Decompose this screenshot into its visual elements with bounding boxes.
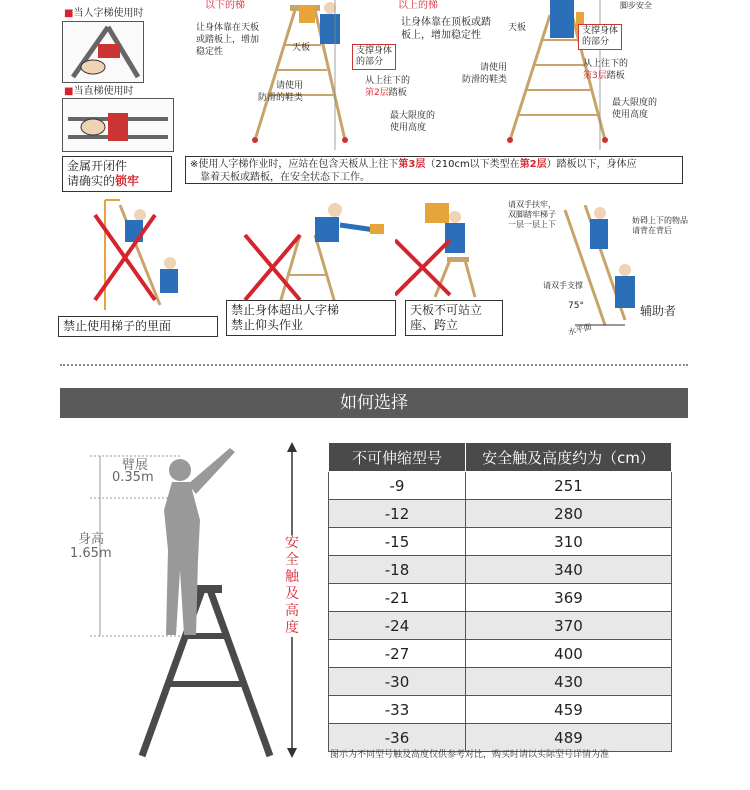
lean-note-left: 让身体靠在天板 或踏板上，增加 稳定性 xyxy=(196,23,260,57)
table-row: -21 369 xyxy=(329,584,672,612)
arm-span-label: 臂展 xyxy=(122,458,149,473)
col-model-header: 不可伸缩型号 xyxy=(329,443,466,472)
model-height-table xyxy=(328,442,672,752)
col-height-header: 安全触及高度约为（cm） xyxy=(466,443,672,472)
usage-notice: ※使用人字梯作业时，应站在包含天板从上往下第3层（210cm以下类型在第2层）踏板以下，身体应 靠着天板或踏板，在安全状态下工作。 xyxy=(185,156,683,184)
caption-right-ladder: 以上的梯 xyxy=(398,0,438,11)
safe-reach-label: 安全触及高度 xyxy=(282,535,302,637)
caption-far: 脚步安全 xyxy=(620,1,652,10)
arm-span-value: 0.35m xyxy=(112,470,154,485)
table-row: -30 430 xyxy=(329,668,672,696)
support-hands-note: 请双手支撑 xyxy=(543,281,583,290)
from-top-note-right: 从上往下的 第3层踏板 xyxy=(583,59,629,81)
table-row: -36 489 xyxy=(329,724,672,752)
warning-top-board: 天板不可站立 座、跨立 xyxy=(405,300,503,336)
lean-note-right: 让身体靠在顶板或踏 板上，增加稳定性 xyxy=(401,17,491,41)
table-row: -12 280 xyxy=(329,500,672,528)
straight-usage-label: ■当直梯使用时 xyxy=(64,86,134,97)
support-part-box-left: 支撑身体 的部分 xyxy=(352,44,396,70)
from-top-note-left: 从上往下的 第2层踏板 xyxy=(365,76,411,98)
shoes-note-right: 请使用 防滑的鞋类 xyxy=(462,63,508,85)
helper-label: 辅助者 xyxy=(640,304,677,318)
max-height-note-left: 最大限度的 使用高度 xyxy=(390,111,436,133)
top-stand-illustration xyxy=(395,195,505,300)
a-frame-usage-label: ■当人字梯使用时 xyxy=(64,8,144,19)
shoes-note-left: 请使用 防滑的鞋类 xyxy=(258,81,304,103)
climb-note: 请双手扶牢， 双脚踏牢梯子 一层一层上下 xyxy=(508,200,556,229)
max-height-note-right: 最大限度的 使用高度 xyxy=(612,98,658,120)
table-row: -15 310 xyxy=(329,528,672,556)
lock-notice-box: 金属开闭件 请确实的锁牢 xyxy=(62,156,172,192)
reference-note: 图示为不同型号触及高度仅供参考对比，购买时请以实际型号详情为准 xyxy=(330,750,610,760)
table-row: -9 251 xyxy=(329,472,672,500)
angle-label: 75° xyxy=(568,301,584,311)
overreach-illustration xyxy=(240,195,390,305)
carry-note: 妨碍上下的物品 请背在背后 xyxy=(632,216,688,235)
table-row: -27 400 xyxy=(329,640,672,668)
straight-hinge-image xyxy=(62,98,174,152)
caption-left-ladder: 以下的梯 xyxy=(205,0,245,11)
top-board-label-left: 天板 xyxy=(292,43,311,53)
body-height-label: 身高 xyxy=(78,532,105,547)
support-part-box-right: 支撑身体 的部分 xyxy=(578,24,622,50)
section-divider xyxy=(60,364,688,366)
table-row: -33 459 xyxy=(329,696,672,724)
section-title: 如何选择 xyxy=(60,388,688,418)
warning-back-side: 禁止使用梯子的里面 xyxy=(58,316,218,337)
table-row: -24 370 xyxy=(329,612,672,640)
table-row: -18 340 xyxy=(329,556,672,584)
warning-overreach: 禁止身体超出人字梯 禁止仰头作业 xyxy=(226,300,396,336)
a-frame-hinge-image xyxy=(62,21,144,83)
reach-height-figure xyxy=(80,440,310,760)
wrong-side-illustration xyxy=(85,195,195,315)
top-board-label-right: 天板 xyxy=(508,23,527,33)
ground-label: 水平面 xyxy=(567,322,593,337)
body-height-value: 1.65m xyxy=(70,546,112,561)
